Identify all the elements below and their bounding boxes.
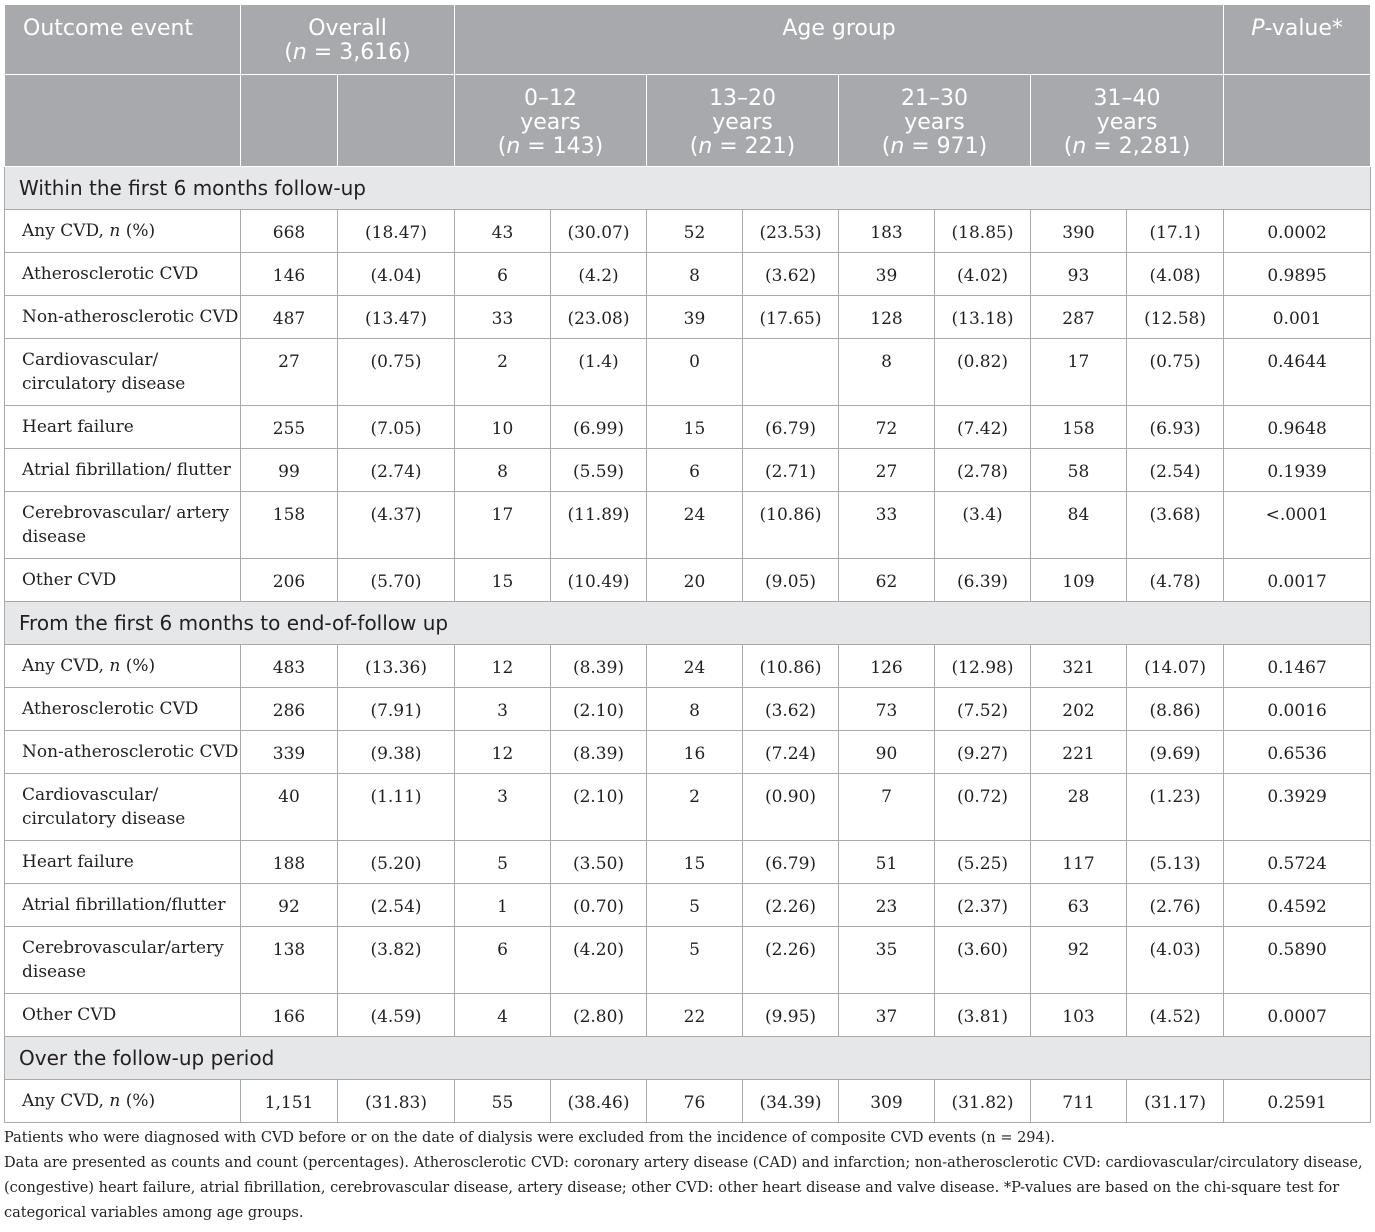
- header-p-rest: -value*: [1264, 16, 1343, 41]
- percent-cell: (9.27): [935, 731, 1031, 774]
- count-cell: 35: [839, 927, 935, 994]
- count-cell: 4: [455, 994, 551, 1037]
- percent-cell: (18.85): [935, 210, 1031, 253]
- row-label: [5, 406, 241, 449]
- percent-cell: (2.78): [935, 449, 1031, 492]
- age-n-italic: n: [890, 134, 905, 159]
- percent-cell: (0.75): [1127, 339, 1224, 406]
- row-label-text: Atrial fibrillation/ flutter: [22, 460, 231, 480]
- percent-cell: (7.91): [338, 688, 455, 731]
- header-age-0: 0–12 years (n = 143): [455, 75, 647, 167]
- percent-cell: (0.70): [551, 884, 647, 927]
- table-footnotes: [4, 1126, 1370, 1226]
- count-cell: 126: [839, 645, 935, 688]
- percent-cell: (34.39): [743, 1080, 839, 1123]
- header-overall-n: = 3,616): [306, 40, 411, 65]
- age-label: 31–40: [1093, 86, 1161, 111]
- count-cell: 23: [839, 884, 935, 927]
- count-cell: 43: [455, 210, 551, 253]
- percent-cell: (9.69): [1127, 731, 1224, 774]
- percent-cell: (8.86): [1127, 688, 1224, 731]
- header-outcome-event: Outcome event: [5, 5, 241, 75]
- percent-cell: (31.83): [338, 1080, 455, 1123]
- percent-cell: (18.47): [338, 210, 455, 253]
- count-cell: 117: [1031, 841, 1127, 884]
- row-label: [5, 210, 241, 253]
- p-value-cell: 0.0007: [1224, 994, 1371, 1037]
- percent-cell: (13.47): [338, 296, 455, 339]
- section-title: From the first 6 months to end-of-follow up: [5, 602, 1371, 645]
- count-cell: 483: [241, 645, 338, 688]
- percent-cell: (31.17): [1127, 1080, 1224, 1123]
- section-row: [5, 1037, 1371, 1080]
- row-label: [5, 339, 241, 406]
- percent-cell: (2.26): [743, 884, 839, 927]
- percent-cell: (4.37): [338, 492, 455, 559]
- p-value-cell: <.0001: [1224, 492, 1371, 559]
- count-cell: 390: [1031, 210, 1127, 253]
- row-label: [5, 492, 241, 559]
- row-label: [5, 841, 241, 884]
- age-unit: years: [904, 110, 965, 135]
- count-cell: 166: [241, 994, 338, 1037]
- count-cell: 183: [839, 210, 935, 253]
- table-row: [5, 884, 1371, 927]
- row-label-text: Cardiovascular/ circulatory disease: [22, 785, 186, 829]
- percent-cell: (3.4): [935, 492, 1031, 559]
- percent-cell: (4.08): [1127, 253, 1224, 296]
- count-cell: 22: [647, 994, 743, 1037]
- count-cell: 17: [1031, 339, 1127, 406]
- row-label: [5, 559, 241, 602]
- percent-cell: (10.86): [743, 645, 839, 688]
- percent-cell: (5.70): [338, 559, 455, 602]
- header-age-1: 13–20 years (n = 221): [647, 75, 839, 167]
- row-label-text: Non-atherosclerotic CVD: [22, 307, 239, 327]
- count-cell: 138: [241, 927, 338, 994]
- table-row: [5, 731, 1371, 774]
- p-value-cell: 0.9648: [1224, 406, 1371, 449]
- count-cell: 8: [455, 449, 551, 492]
- table-row: [5, 253, 1371, 296]
- count-cell: 6: [647, 449, 743, 492]
- table-row: [5, 688, 1371, 731]
- count-cell: 206: [241, 559, 338, 602]
- count-cell: 76: [647, 1080, 743, 1123]
- section-title: Within the first 6 months follow-up: [5, 167, 1371, 210]
- row-label-text: Cerebrovascular/ artery disease: [22, 503, 230, 547]
- row-label: [5, 296, 241, 339]
- age-n: = 2,281): [1086, 134, 1191, 159]
- count-cell: 158: [241, 492, 338, 559]
- percent-cell: (1.11): [338, 774, 455, 841]
- count-cell: 51: [839, 841, 935, 884]
- percent-cell: (9.95): [743, 994, 839, 1037]
- count-cell: 72: [839, 406, 935, 449]
- count-cell: 7: [839, 774, 935, 841]
- percent-cell: (2.54): [1127, 449, 1224, 492]
- header-blank-3: [338, 75, 455, 167]
- table-row: [5, 645, 1371, 688]
- count-cell: 109: [1031, 559, 1127, 602]
- percent-cell: (2.71): [743, 449, 839, 492]
- percent-cell: (6.99): [551, 406, 647, 449]
- percent-cell: (0.75): [338, 339, 455, 406]
- row-label-text: Heart failure: [22, 852, 134, 872]
- row-label: [5, 994, 241, 1037]
- row-label-suffix: (%): [120, 221, 156, 241]
- percent-cell: (4.04): [338, 253, 455, 296]
- count-cell: 0: [647, 339, 743, 406]
- header-overall: Overall (n = 3,616): [241, 5, 455, 75]
- row-label-italic: n: [109, 656, 121, 676]
- table-row: [5, 449, 1371, 492]
- percent-cell: (2.76): [1127, 884, 1224, 927]
- row-label-text: Other CVD: [22, 570, 117, 590]
- count-cell: 39: [647, 296, 743, 339]
- row-label-text: Atherosclerotic CVD: [22, 699, 199, 719]
- p-value-cell: 0.4644: [1224, 339, 1371, 406]
- count-cell: 84: [1031, 492, 1127, 559]
- row-label-text: Heart failure: [22, 417, 134, 437]
- header-blank-1: [5, 75, 241, 167]
- count-cell: 1,151: [241, 1080, 338, 1123]
- percent-cell: (3.60): [935, 927, 1031, 994]
- percent-cell: (6.79): [743, 841, 839, 884]
- count-cell: 90: [839, 731, 935, 774]
- percent-cell: (2.74): [338, 449, 455, 492]
- p-value-cell: 0.0016: [1224, 688, 1371, 731]
- count-cell: 339: [241, 731, 338, 774]
- row-label-text: Any CVD,: [22, 221, 110, 241]
- row-label-text: Atherosclerotic CVD: [22, 264, 199, 284]
- table-row: [5, 210, 1371, 253]
- p-value-cell: 0.3929: [1224, 774, 1371, 841]
- age-n: = 971): [904, 134, 988, 159]
- count-cell: 12: [455, 731, 551, 774]
- percent-cell: (9.05): [743, 559, 839, 602]
- percent-cell: [743, 339, 839, 406]
- percent-cell: (3.82): [338, 927, 455, 994]
- count-cell: 309: [839, 1080, 935, 1123]
- count-cell: 8: [647, 688, 743, 731]
- table-row: [5, 927, 1371, 994]
- header-blank-2: [241, 75, 338, 167]
- percent-cell: (2.37): [935, 884, 1031, 927]
- percent-cell: (4.52): [1127, 994, 1224, 1037]
- p-value-cell: 0.5724: [1224, 841, 1371, 884]
- age-n-italic: n: [506, 134, 521, 159]
- percent-cell: (5.59): [551, 449, 647, 492]
- p-value-cell: 0.5890: [1224, 927, 1371, 994]
- header-overall-label: Overall: [308, 16, 387, 41]
- footnote-1: Patients who were diagnosed with CVD before or on the date of dialysis were excluded from the incidence of composite CVD events (n = 294).: [4, 1130, 1056, 1146]
- percent-cell: (3.62): [743, 253, 839, 296]
- count-cell: 62: [839, 559, 935, 602]
- percent-cell: (13.18): [935, 296, 1031, 339]
- percent-cell: (0.82): [935, 339, 1031, 406]
- table-row: [5, 994, 1371, 1037]
- row-label-italic: n: [109, 221, 121, 241]
- count-cell: 8: [839, 339, 935, 406]
- count-cell: 146: [241, 253, 338, 296]
- section-row: [5, 167, 1371, 210]
- header-p-italic: P: [1251, 16, 1265, 41]
- count-cell: 221: [1031, 731, 1127, 774]
- row-label-text: Atrial fibrillation/flutter: [22, 895, 226, 915]
- table-row: [5, 1080, 1371, 1123]
- row-label: [5, 884, 241, 927]
- percent-cell: (4.2): [551, 253, 647, 296]
- row-label-suffix: (%): [120, 656, 156, 676]
- count-cell: 33: [839, 492, 935, 559]
- table-row: [5, 406, 1371, 449]
- count-cell: 33: [455, 296, 551, 339]
- table-row: [5, 339, 1371, 406]
- count-cell: 8: [647, 253, 743, 296]
- count-cell: 711: [1031, 1080, 1127, 1123]
- count-cell: 52: [647, 210, 743, 253]
- percent-cell: (3.68): [1127, 492, 1224, 559]
- percent-cell: (12.58): [1127, 296, 1224, 339]
- percent-cell: (8.39): [551, 731, 647, 774]
- count-cell: 28: [1031, 774, 1127, 841]
- count-cell: 668: [241, 210, 338, 253]
- count-cell: 487: [241, 296, 338, 339]
- percent-cell: (0.90): [743, 774, 839, 841]
- p-value-cell: 0.1467: [1224, 645, 1371, 688]
- percent-cell: (4.03): [1127, 927, 1224, 994]
- percent-cell: (6.93): [1127, 406, 1224, 449]
- count-cell: 27: [839, 449, 935, 492]
- percent-cell: (3.62): [743, 688, 839, 731]
- count-cell: 2: [455, 339, 551, 406]
- section-row: [5, 602, 1371, 645]
- row-label-text: Cardiovascular/ circulatory disease: [22, 350, 186, 394]
- header-overall-n-italic: n: [292, 40, 307, 65]
- header-age-group: Age group: [455, 5, 1224, 75]
- row-label: [5, 731, 241, 774]
- count-cell: 15: [647, 841, 743, 884]
- age-n: = 143): [520, 134, 604, 159]
- percent-cell: (8.39): [551, 645, 647, 688]
- age-unit: years: [712, 110, 773, 135]
- percent-cell: (13.36): [338, 645, 455, 688]
- header-age-3: 31–40 years (n = 2,281): [1031, 75, 1224, 167]
- header-p-value: [1224, 5, 1371, 75]
- count-cell: 17: [455, 492, 551, 559]
- table-row: [5, 296, 1371, 339]
- row-label-text: Non-atherosclerotic CVD: [22, 742, 239, 762]
- table-container: [4, 4, 1370, 1226]
- count-cell: 99: [241, 449, 338, 492]
- percent-cell: (0.72): [935, 774, 1031, 841]
- table-row: [5, 492, 1371, 559]
- count-cell: 3: [455, 774, 551, 841]
- count-cell: 286: [241, 688, 338, 731]
- percent-cell: (4.78): [1127, 559, 1224, 602]
- row-label: [5, 927, 241, 994]
- percent-cell: (30.07): [551, 210, 647, 253]
- count-cell: 39: [839, 253, 935, 296]
- count-cell: 10: [455, 406, 551, 449]
- row-label-text: Cerebrovascular/artery disease: [22, 938, 224, 982]
- percent-cell: (6.39): [935, 559, 1031, 602]
- p-value-cell: 0.4592: [1224, 884, 1371, 927]
- percent-cell: (11.89): [551, 492, 647, 559]
- row-label: [5, 253, 241, 296]
- percent-cell: (3.81): [935, 994, 1031, 1037]
- row-label-suffix: (%): [120, 1091, 156, 1111]
- percent-cell: (31.82): [935, 1080, 1031, 1123]
- age-n: = 221): [712, 134, 796, 159]
- count-cell: 63: [1031, 884, 1127, 927]
- count-cell: 2: [647, 774, 743, 841]
- row-label: [5, 774, 241, 841]
- percent-cell: (5.13): [1127, 841, 1224, 884]
- row-label: [5, 645, 241, 688]
- p-value-cell: 0.9895: [1224, 253, 1371, 296]
- count-cell: 92: [241, 884, 338, 927]
- percent-cell: (5.20): [338, 841, 455, 884]
- percent-cell: (12.98): [935, 645, 1031, 688]
- percent-cell: (1.23): [1127, 774, 1224, 841]
- p-value-cell: 0.0002: [1224, 210, 1371, 253]
- count-cell: 73: [839, 688, 935, 731]
- age-label: 21–30: [901, 86, 968, 111]
- count-cell: 24: [647, 645, 743, 688]
- header-age-2: 21–30 years (n = 971): [839, 75, 1031, 167]
- percent-cell: (10.86): [743, 492, 839, 559]
- percent-cell: (14.07): [1127, 645, 1224, 688]
- row-label-italic: n: [109, 1091, 121, 1111]
- age-n-italic: n: [1072, 134, 1087, 159]
- count-cell: 188: [241, 841, 338, 884]
- count-cell: 27: [241, 339, 338, 406]
- count-cell: 12: [455, 645, 551, 688]
- count-cell: 1: [455, 884, 551, 927]
- count-cell: 6: [455, 927, 551, 994]
- section-title: Over the follow-up period: [5, 1037, 1371, 1080]
- count-cell: 37: [839, 994, 935, 1037]
- count-cell: 58: [1031, 449, 1127, 492]
- row-label: [5, 688, 241, 731]
- count-cell: 5: [647, 927, 743, 994]
- count-cell: 55: [455, 1080, 551, 1123]
- age-label: 13–20: [709, 86, 776, 111]
- percent-cell: (2.10): [551, 688, 647, 731]
- count-cell: 20: [647, 559, 743, 602]
- footnote-2: Data are presented as counts and count (percentages). Atherosclerotic CVD: coronary artery disease (CAD) and infarction; non-atherosclerotic CVD: cardiovascular/circulatory disease, (congestive) heart failure, atrial fibrillation, cerebrovascular disease, artery disease; other CVD: other heart disease and valve disease. *P-values are based on the chi-square test for categorical variables among age groups.: [4, 1155, 1363, 1221]
- count-cell: 128: [839, 296, 935, 339]
- count-cell: 40: [241, 774, 338, 841]
- percent-cell: (10.49): [551, 559, 647, 602]
- count-cell: 158: [1031, 406, 1127, 449]
- row-label-text: Any CVD,: [22, 1091, 110, 1111]
- age-n-italic: n: [698, 134, 713, 159]
- header-blank-p: [1224, 75, 1371, 167]
- age-label: 0–12: [524, 86, 577, 111]
- count-cell: 5: [455, 841, 551, 884]
- percent-cell: (23.53): [743, 210, 839, 253]
- percent-cell: (7.52): [935, 688, 1031, 731]
- count-cell: 103: [1031, 994, 1127, 1037]
- count-cell: 5: [647, 884, 743, 927]
- table-row: [5, 559, 1371, 602]
- percent-cell: (7.24): [743, 731, 839, 774]
- percent-cell: (17.65): [743, 296, 839, 339]
- percent-cell: (2.54): [338, 884, 455, 927]
- percent-cell: (4.02): [935, 253, 1031, 296]
- p-value-cell: 0.001: [1224, 296, 1371, 339]
- percent-cell: (7.05): [338, 406, 455, 449]
- percent-cell: (1.4): [551, 339, 647, 406]
- count-cell: 3: [455, 688, 551, 731]
- percent-cell: (2.10): [551, 774, 647, 841]
- percent-cell: (17.1): [1127, 210, 1224, 253]
- age-unit: years: [1096, 110, 1158, 135]
- percent-cell: (9.38): [338, 731, 455, 774]
- row-label: [5, 449, 241, 492]
- count-cell: 16: [647, 731, 743, 774]
- percent-cell: (2.26): [743, 927, 839, 994]
- percent-cell: (2.80): [551, 994, 647, 1037]
- count-cell: 92: [1031, 927, 1127, 994]
- percent-cell: (4.59): [338, 994, 455, 1037]
- row-label: [5, 1080, 241, 1123]
- percent-cell: (23.08): [551, 296, 647, 339]
- p-value-cell: 0.6536: [1224, 731, 1371, 774]
- percent-cell: (7.42): [935, 406, 1031, 449]
- p-value-cell: 0.2591: [1224, 1080, 1371, 1123]
- count-cell: 6: [455, 253, 551, 296]
- percent-cell: (38.46): [551, 1080, 647, 1123]
- percent-cell: (4.20): [551, 927, 647, 994]
- count-cell: 321: [1031, 645, 1127, 688]
- row-label-text: Other CVD: [22, 1005, 117, 1025]
- age-unit: years: [520, 110, 581, 135]
- count-cell: 24: [647, 492, 743, 559]
- table-row: [5, 774, 1371, 841]
- count-cell: 287: [1031, 296, 1127, 339]
- cvd-outcomes-table: [4, 4, 1371, 1123]
- count-cell: 15: [455, 559, 551, 602]
- row-label-text: Any CVD,: [22, 656, 110, 676]
- count-cell: 15: [647, 406, 743, 449]
- percent-cell: (6.79): [743, 406, 839, 449]
- table-row: [5, 841, 1371, 884]
- count-cell: 255: [241, 406, 338, 449]
- p-value-cell: 0.1939: [1224, 449, 1371, 492]
- count-cell: 202: [1031, 688, 1127, 731]
- p-value-cell: 0.0017: [1224, 559, 1371, 602]
- count-cell: 93: [1031, 253, 1127, 296]
- percent-cell: (5.25): [935, 841, 1031, 884]
- percent-cell: (3.50): [551, 841, 647, 884]
